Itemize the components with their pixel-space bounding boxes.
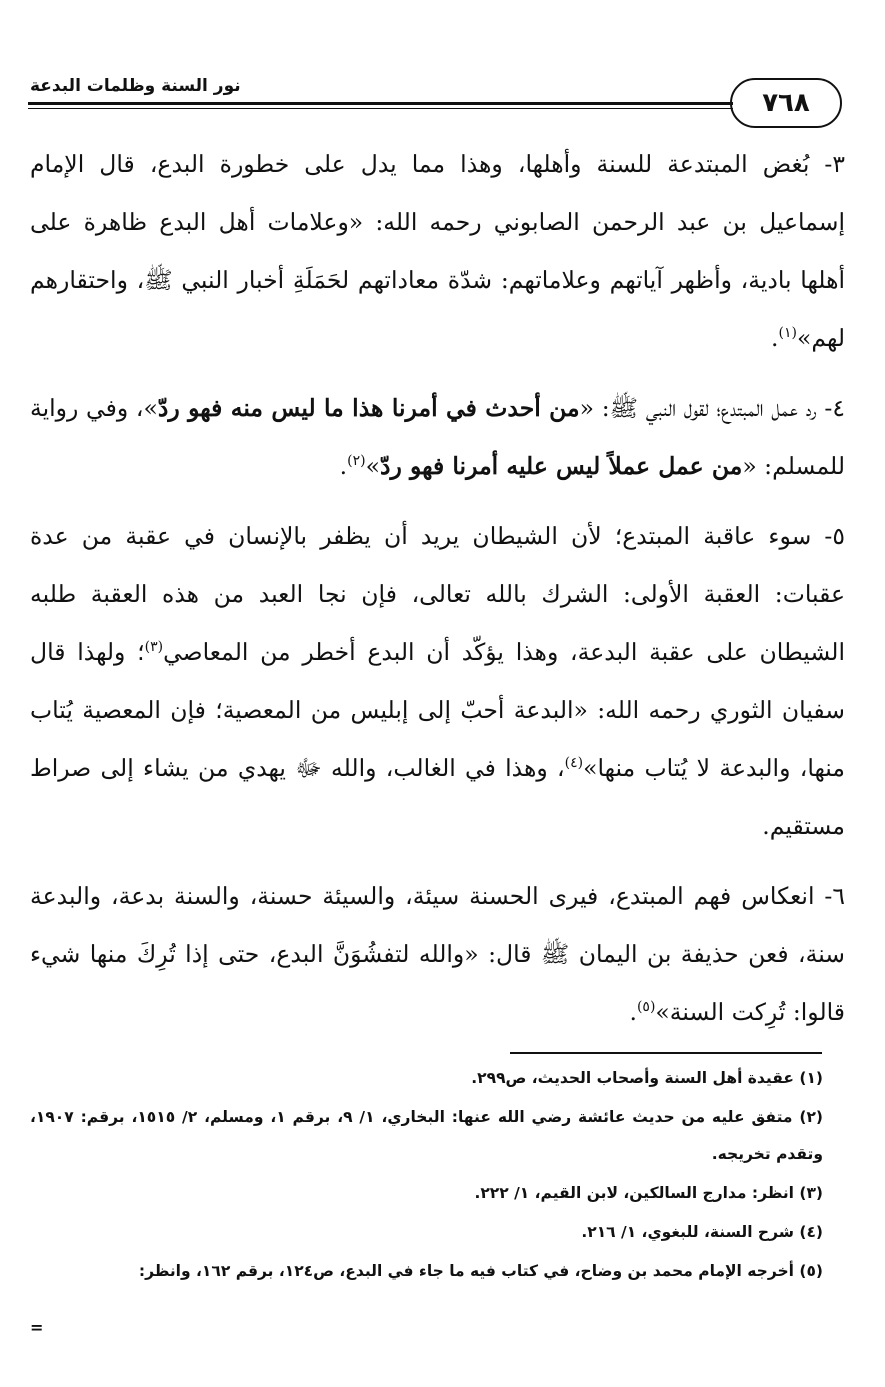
paragraph-prefix: ٤- رد عمل المبتدع؛ لقول النبي ﷺ: « [579, 394, 845, 422]
paragraph-end: . [339, 452, 348, 480]
footnote-ref: (٤) [564, 755, 584, 772]
paragraph-middle: »، وفي رواية للمسلم: « [30, 394, 845, 480]
running-title: نور السنة وظلمات البدعة [30, 76, 241, 96]
paragraph-text: ٦- انعكاس فهم المبتدع، فيرى الحسنة سيئة، والسيئة حسنة، والسنة بدعة، والبدعة سنة، فعن حذيفة بن اليمان ﷺ قال: «والله لتفشُوَنَّ البدع، حتى إذا تُرِكَ منها شيء قالوا: تُرِكت السنة» [30, 882, 845, 1026]
paragraph-3 [30, 135, 845, 367]
header-rule-thin [28, 108, 733, 109]
page-number: ٧٦٨ [762, 88, 810, 118]
hadith-quote-1: من أحدث في أمرنا هذا ما ليس منه فهو ردّ [157, 394, 580, 422]
paragraph-6 [30, 867, 845, 1041]
footnote-ref: (٢) [347, 453, 366, 470]
paragraph-end: . [629, 998, 637, 1026]
footnote-4: (٤) شرح السنة، للبغوي، ١/ ٢١٦. [581, 1223, 823, 1241]
footnote-1: (١) عقيدة أهل السنة وأصحاب الحديث، ص٢٩٩. [471, 1069, 823, 1087]
paragraph-text: ٣- بُغض المبتدعة للسنة وأهلها، وهذا مما يدل على خطورة البدع، قال الإمام إسماعيل بن عبد الرحمن الصابوني رحمه الله: «وعلامات أهل البدع ظاهرة على أهلها بادية، وأظهر آياتهم وعلاماتهم: شدّة معاداتهم لحَمَلَةِ أخبار النبي ﷺ، واحتقارهم لهم» [30, 150, 845, 352]
footnote-5: (٥) أخرجه الإمام محمد بن وضاح، في كتاب فيه ما جاء في البدع، ص١٢٤، برقم ١٦٢، وانظر: [138, 1262, 823, 1280]
paragraph-4 [30, 379, 845, 495]
paragraph-part-1: ٥- سوء عاقبة المبتدع؛ لأن الشيطان يريد أن يظفر بالإنسان في عقبة من عدة عقبات: العقبة الأولى: الشرك بالله تعالى، فإن نجا العبد من هذه العقبة طلبه الشيطان على عقبة البدعة، وهذا يؤكّد أن البدع أخطر من المعاصي [30, 522, 845, 666]
paragraph-end: . [771, 324, 779, 352]
header-rule [28, 102, 733, 105]
paragraph-5 [30, 507, 845, 855]
continuation-mark: = [30, 1318, 44, 1337]
paragraph-part-3: ، وهذا في الغالب، والله ﷻ يهدي من يشاء إلى صراط مستقيم. [30, 754, 845, 840]
footnotes [30, 1060, 823, 1292]
footnote-separator [510, 1052, 822, 1054]
footnote-ref: (٣) [144, 639, 164, 656]
paragraph-part-2: ؛ ولهذا قال سفيان الثوري رحمه الله: «البدعة أحبّ إلى إبليس من المعصية؛ فإن المعصية يُتاب منها، والبدعة لا يُتاب منها» [30, 638, 845, 782]
footnote-3: (٣) انظر: مدارج السالكين، لابن القيم، ١/ ٢٢٢. [474, 1184, 823, 1202]
footnote-2: (٢) متفق عليه من حديث عائشة رضي الله عنها: البخاري، ١/ ٩، برقم ١، ومسلم، ٢/ ١٥١٥، برقم: ١٩٠٧، وتقدم تخريجه. [30, 1108, 824, 1163]
footnote-ref: (١) [778, 325, 797, 342]
main-text [30, 135, 845, 1053]
page-number-badge [730, 78, 842, 128]
footnote-ref: (٥) [636, 999, 656, 1016]
hadith-quote-2: من عمل عملاً ليس عليه أمرنا فهو ردّ [380, 452, 743, 480]
quote-close: » [365, 452, 381, 480]
